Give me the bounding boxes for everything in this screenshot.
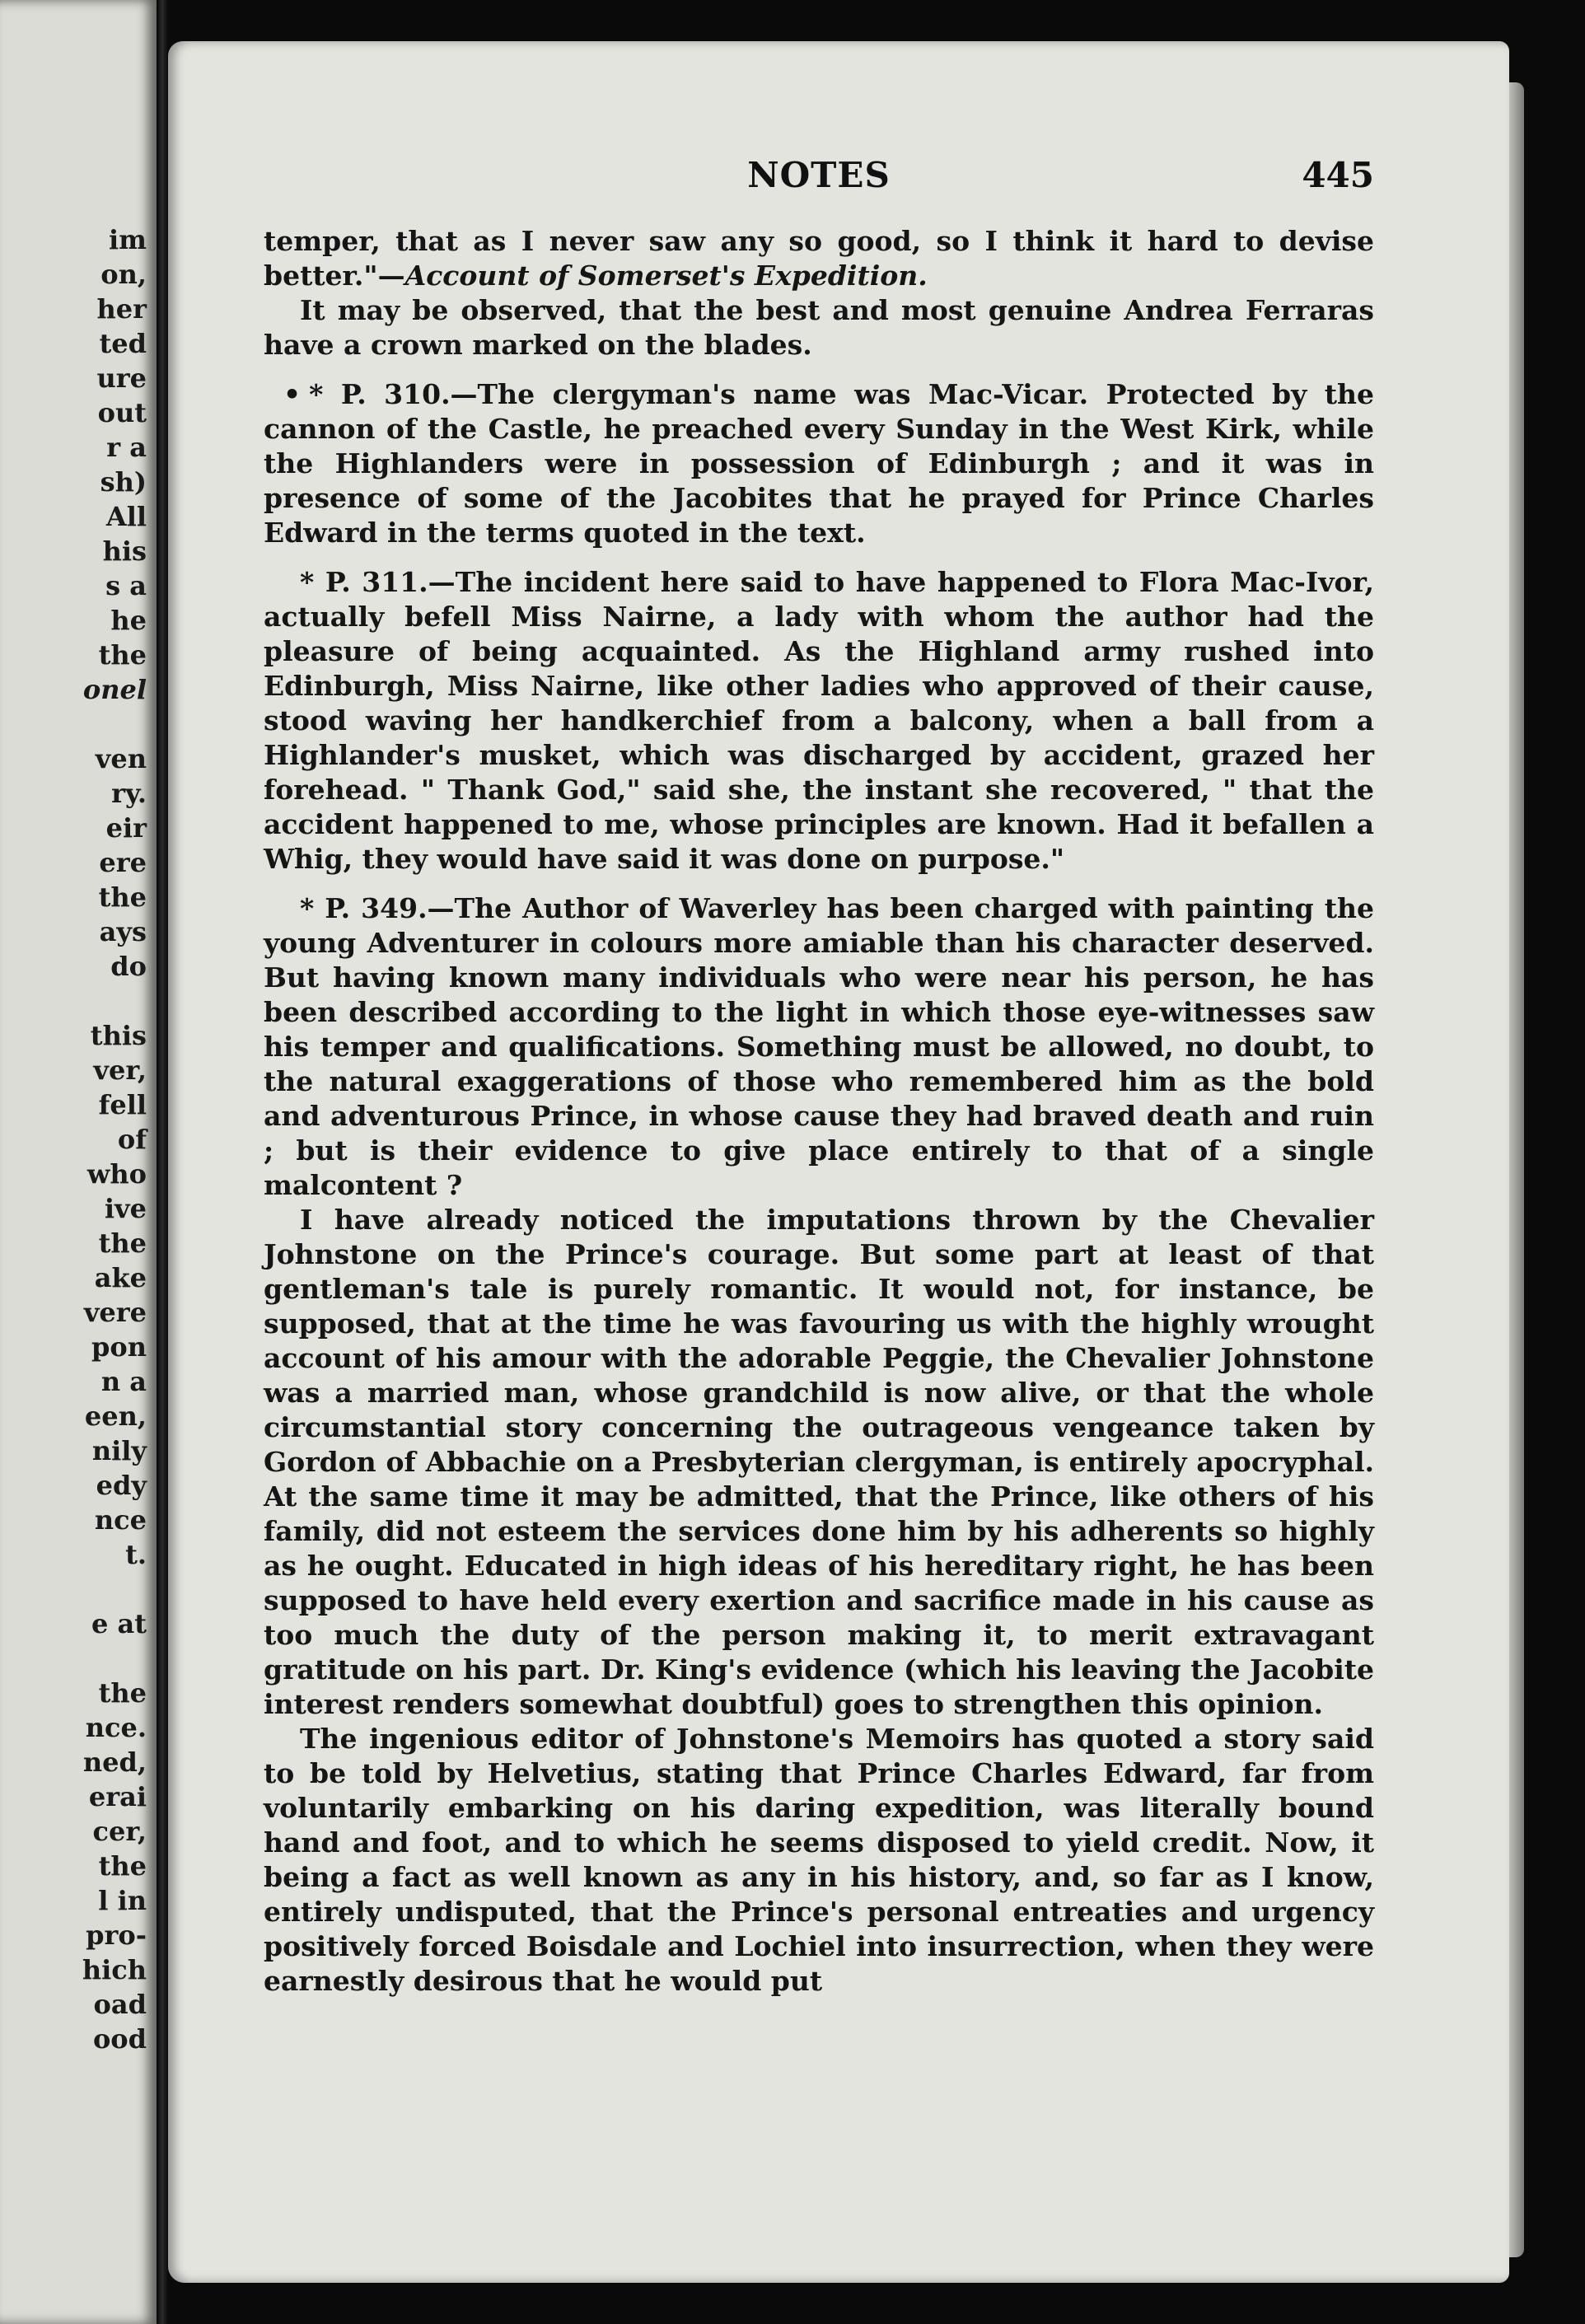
facing-page-fragment: ure <box>96 362 147 394</box>
facing-page-fragment: who <box>86 1158 147 1190</box>
facing-page-fragment: n a <box>101 1366 147 1397</box>
facing-page-fragment: ake <box>94 1262 147 1293</box>
facing-page-fragment: ood <box>92 2023 147 2055</box>
notes-body <box>264 224 1374 1999</box>
facing-page-fragment: this <box>90 1020 147 1051</box>
facing-page-fragment: eir <box>105 812 147 844</box>
facing-page-fragment: on, <box>101 259 147 290</box>
facing-page-fragment: r a <box>106 432 147 463</box>
facing-page-fragment: fell <box>98 1089 147 1120</box>
facing-page-fragment: nce. <box>85 1712 147 1743</box>
facing-page-fragment: erai <box>88 1781 147 1812</box>
facing-page-fragment: cer, <box>92 1816 147 1847</box>
facing-page-fragment: e at <box>91 1608 147 1639</box>
facing-page-fragment: nce <box>94 1504 147 1536</box>
facing-page-fragment: ven <box>95 743 147 774</box>
note-p311: * P. 311.—The incident here said to have happened to Flora Mac-Ivor, actually befell Miss Nairne, a lady with whom the author had the pleasure of being acquainted. As the Highland army rushed into Edinburgh, Miss Nairne, like other ladies who approved of their cause, stood waving her handkerchief from a balcony, when a ball from a Highlander's musket, which was discharged by accident, grazed her forehead. " Thank God," said she, the instant she recovered, " that the accident happened to me, whose principles are known. Had it befallen a Whig, they would have said it was done on purpose." <box>264 566 1374 875</box>
facing-page-fragment: pro- <box>86 1920 147 1951</box>
note-p310 <box>264 377 1374 550</box>
facing-page-fragment: sh) <box>100 466 147 498</box>
facing-page-fragment: he <box>110 605 147 636</box>
facing-page-fragment: his <box>102 535 147 567</box>
facing-page-fragment: her <box>96 293 147 325</box>
paragraph-continued <box>264 224 1374 293</box>
facing-page-fragment: pon <box>91 1331 147 1363</box>
facing-page-fragment: ted <box>99 328 147 359</box>
facing-page-fragment: edy <box>96 1470 147 1501</box>
facing-page-fragment: onel <box>82 674 147 705</box>
facing-page-fragment: ays <box>99 916 147 947</box>
facing-page-fragment: ver, <box>93 1054 147 1086</box>
facing-page-fragment: of <box>117 1124 147 1155</box>
facing-page-fragment: ned, <box>82 1747 147 1778</box>
paragraph: I have already noticed the imputations thrown by the Chevalier Johnstone on the Prince's courage. But some part at least of that gentleman's tale is purely romantic. It would not, for instance, be supposed, that at the time he was favouring us with the highly wrought account of his amour with the adorable Peggie, the Chevalier Johnstone was a married man, whose grandchild is now alive, or that the whole circumstantial story concerning the outrageous vengeance taken by Gordon of Abbachie on a Presbyterian clergyman, is entirely apocryphal. At the same time it may be admitted, that the Prince, like others of his family, did not esteem the services done him by his adherents so highly as he ought. Educated in high ideas of his hereditary right, he has been supposed to have held every exertion and sacrifice made in his cause as too much the duty of the person making it, to merit extravagant gratitude on his part. Dr. King's evidence (which his leaving the Jacobite interest renders somewhat doubtful) goes to strengthen this opinion. <box>264 1204 1374 1720</box>
facing-page-fragment: l in <box>98 1885 147 1916</box>
facing-page-fragment: do <box>110 951 147 982</box>
facing-page-fragment: t. <box>125 1539 147 1570</box>
facing-page-fragment: All <box>105 501 147 532</box>
page-number: 445 <box>1302 155 1374 195</box>
facing-page-fragment: nily <box>91 1435 147 1466</box>
facing-page-edge <box>0 0 157 2324</box>
facing-page-fragment: the <box>98 1677 147 1709</box>
facing-page-fragment: the <box>98 1850 147 1882</box>
paragraph: The ingenious editor of Johnstone's Memoirs has quoted a story said to be told by Helvetius, stating that Prince Charles Edward, far from voluntarily embarking on his daring expedition, was literally bound hand and foot, and to which he seems disposed to yield credit. Now, it being a fact as well known as any in his history, and, so far as I know, entirely undisputed, that the Prince's personal entreaties and urgency positively forced Boisdale and Lochiel into insurrection, when they were earnestly desirous that he would put <box>264 1723 1374 1997</box>
running-head: NOTES <box>747 155 891 195</box>
facing-page-fragment: vere <box>83 1297 147 1328</box>
note-p349: * P. 349.—The Author of Waverley has been charged with painting the young Adventurer in colours more amiable than his character deserved. But having known many individuals who were near his person, he has been described according to the light in which those eye-witnesses saw his temper and qualifications. Something must be allowed, no doubt, to the natural exaggerations of those who remembered him as the bold and adventurous Prince, in whose cause they had braved death and ruin ; but is their evidence to give place entirely to that of a single malcontent ? <box>264 892 1374 1201</box>
facing-page-fragment: im <box>108 224 147 255</box>
facing-page-fragment: een, <box>84 1400 147 1432</box>
facing-page-fragment: ry. <box>111 778 147 809</box>
facing-page-fragment: out <box>97 397 147 428</box>
page-edge <box>1509 82 1524 2257</box>
book-gutter <box>157 0 168 2324</box>
book-page <box>168 41 1509 2283</box>
facing-page-fragment: ere <box>99 847 147 878</box>
facing-page-fragment: the <box>98 1227 147 1259</box>
facing-page-fragment: s a <box>105 570 147 601</box>
source-citation: Account of Somerset's Expedition. <box>404 260 928 292</box>
facing-page-fragment: hich <box>82 1954 147 1985</box>
note-text: * P. 310.—The clergyman's name was Mac-Vicar. Protected by the cannon of the Castle, he preached every Sunday in the West Kirk, while the Highlanders were in possession of Edinburgh ; and it was in presence of some of the Jacobites that he prayed for Prince Charles Edward in the terms quoted in the text. <box>264 378 1374 549</box>
paragraph-text: temper, that as I never saw any so good, so I think it hard to devise better."— <box>264 225 1374 292</box>
facing-page-fragment: ive <box>104 1193 147 1224</box>
facing-page-fragment: the <box>98 881 147 913</box>
paragraph: It may be observed, that the best and most genuine Andrea Ferraras have a crown marked on the blades. <box>264 294 1374 361</box>
facing-page-fragment: the <box>98 639 147 671</box>
bullet-mark: • <box>283 378 302 410</box>
facing-page-fragment: oad <box>93 1989 147 2020</box>
page-header <box>264 155 1374 201</box>
